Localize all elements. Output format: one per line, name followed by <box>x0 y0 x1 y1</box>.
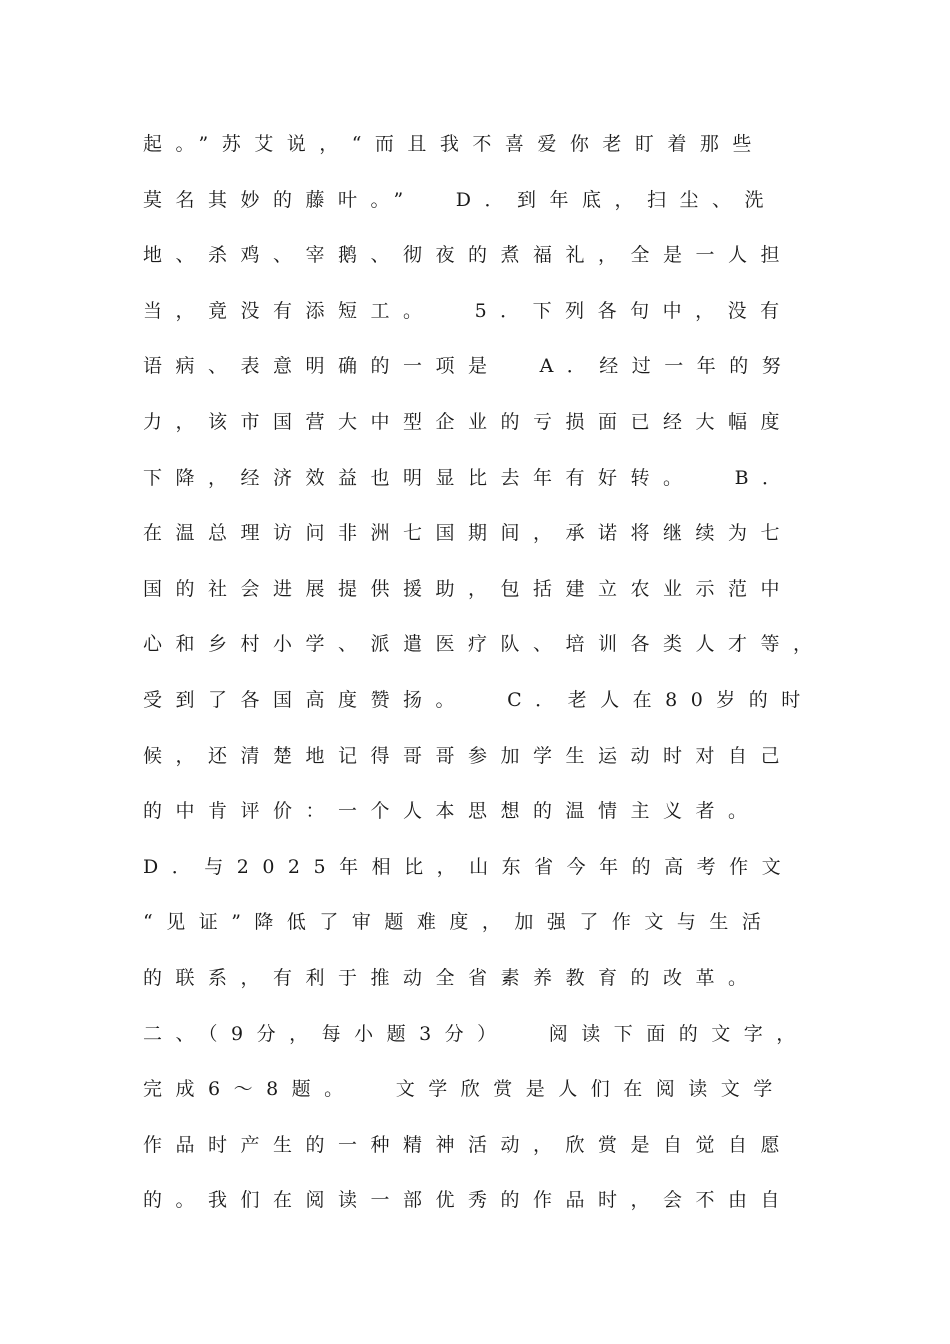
text-line-3: 地、杀鸡、宰鹅、彻夜的煮福礼，全是一人担 <box>143 244 794 267</box>
text-line-4: 当，竟没有添短工。 5．下列各句中，没有 <box>143 299 793 322</box>
text-line-19: 作品时产生的一种精神活动，欣赏是自觉自愿 <box>143 1133 794 1156</box>
text-line-11: 受到了各国高度赞扬。 C．老人在80岁的时 <box>143 688 814 711</box>
text-line-2: 莫名其妙的藤叶。” D．到年底，扫尘、洗 <box>143 188 778 211</box>
text-line-10: 心和乡村小学、派遣医疗队、培训各类人才等， <box>143 633 826 656</box>
text-line-20: 的。我们在阅读一部优秀的作品时，会不由自 <box>143 1189 794 1212</box>
text-line-8: 在温总理访问非洲七国期间，承诺将继续为七 <box>143 522 794 545</box>
text-line-16: 的联系，有利于推动全省素养教育的改革。 <box>143 966 761 989</box>
text-line-13: 的中肯评价：一个人本思想的温情主义者。 <box>143 800 761 823</box>
text-line-12: 候，还清楚地记得哥哥参加学生运动时对自己 <box>143 744 794 767</box>
text-line-15: “见证”降低了审题难度，加强了作文与生活 <box>143 911 775 934</box>
body-text <box>143 126 843 1238</box>
text-line-18: 完成6～8题。 文学欣赏是人们在阅读文学 <box>143 1078 786 1101</box>
text-line-14: D．与2025年相比，山东省今年的高考作文 <box>143 855 795 878</box>
text-line-1: 起。”苏艾说，“而且我不喜爱你老盯着那些 <box>143 133 765 155</box>
text-line-6: 力，该市国营大中型企业的亏损面已经大幅度 <box>143 410 794 433</box>
text-line-9: 国的社会进展提供援助，包括建立农业示范中 <box>143 577 794 600</box>
text-line-17: 二、（9分，每小题3分） 阅读下面的文字， <box>143 1022 809 1045</box>
text-line-5: 语病、表意明确的一项是 A．经过一年的努 <box>143 355 795 378</box>
text-line-7: 下降，经济效益也明显比去年有好转。 B． <box>143 466 795 489</box>
